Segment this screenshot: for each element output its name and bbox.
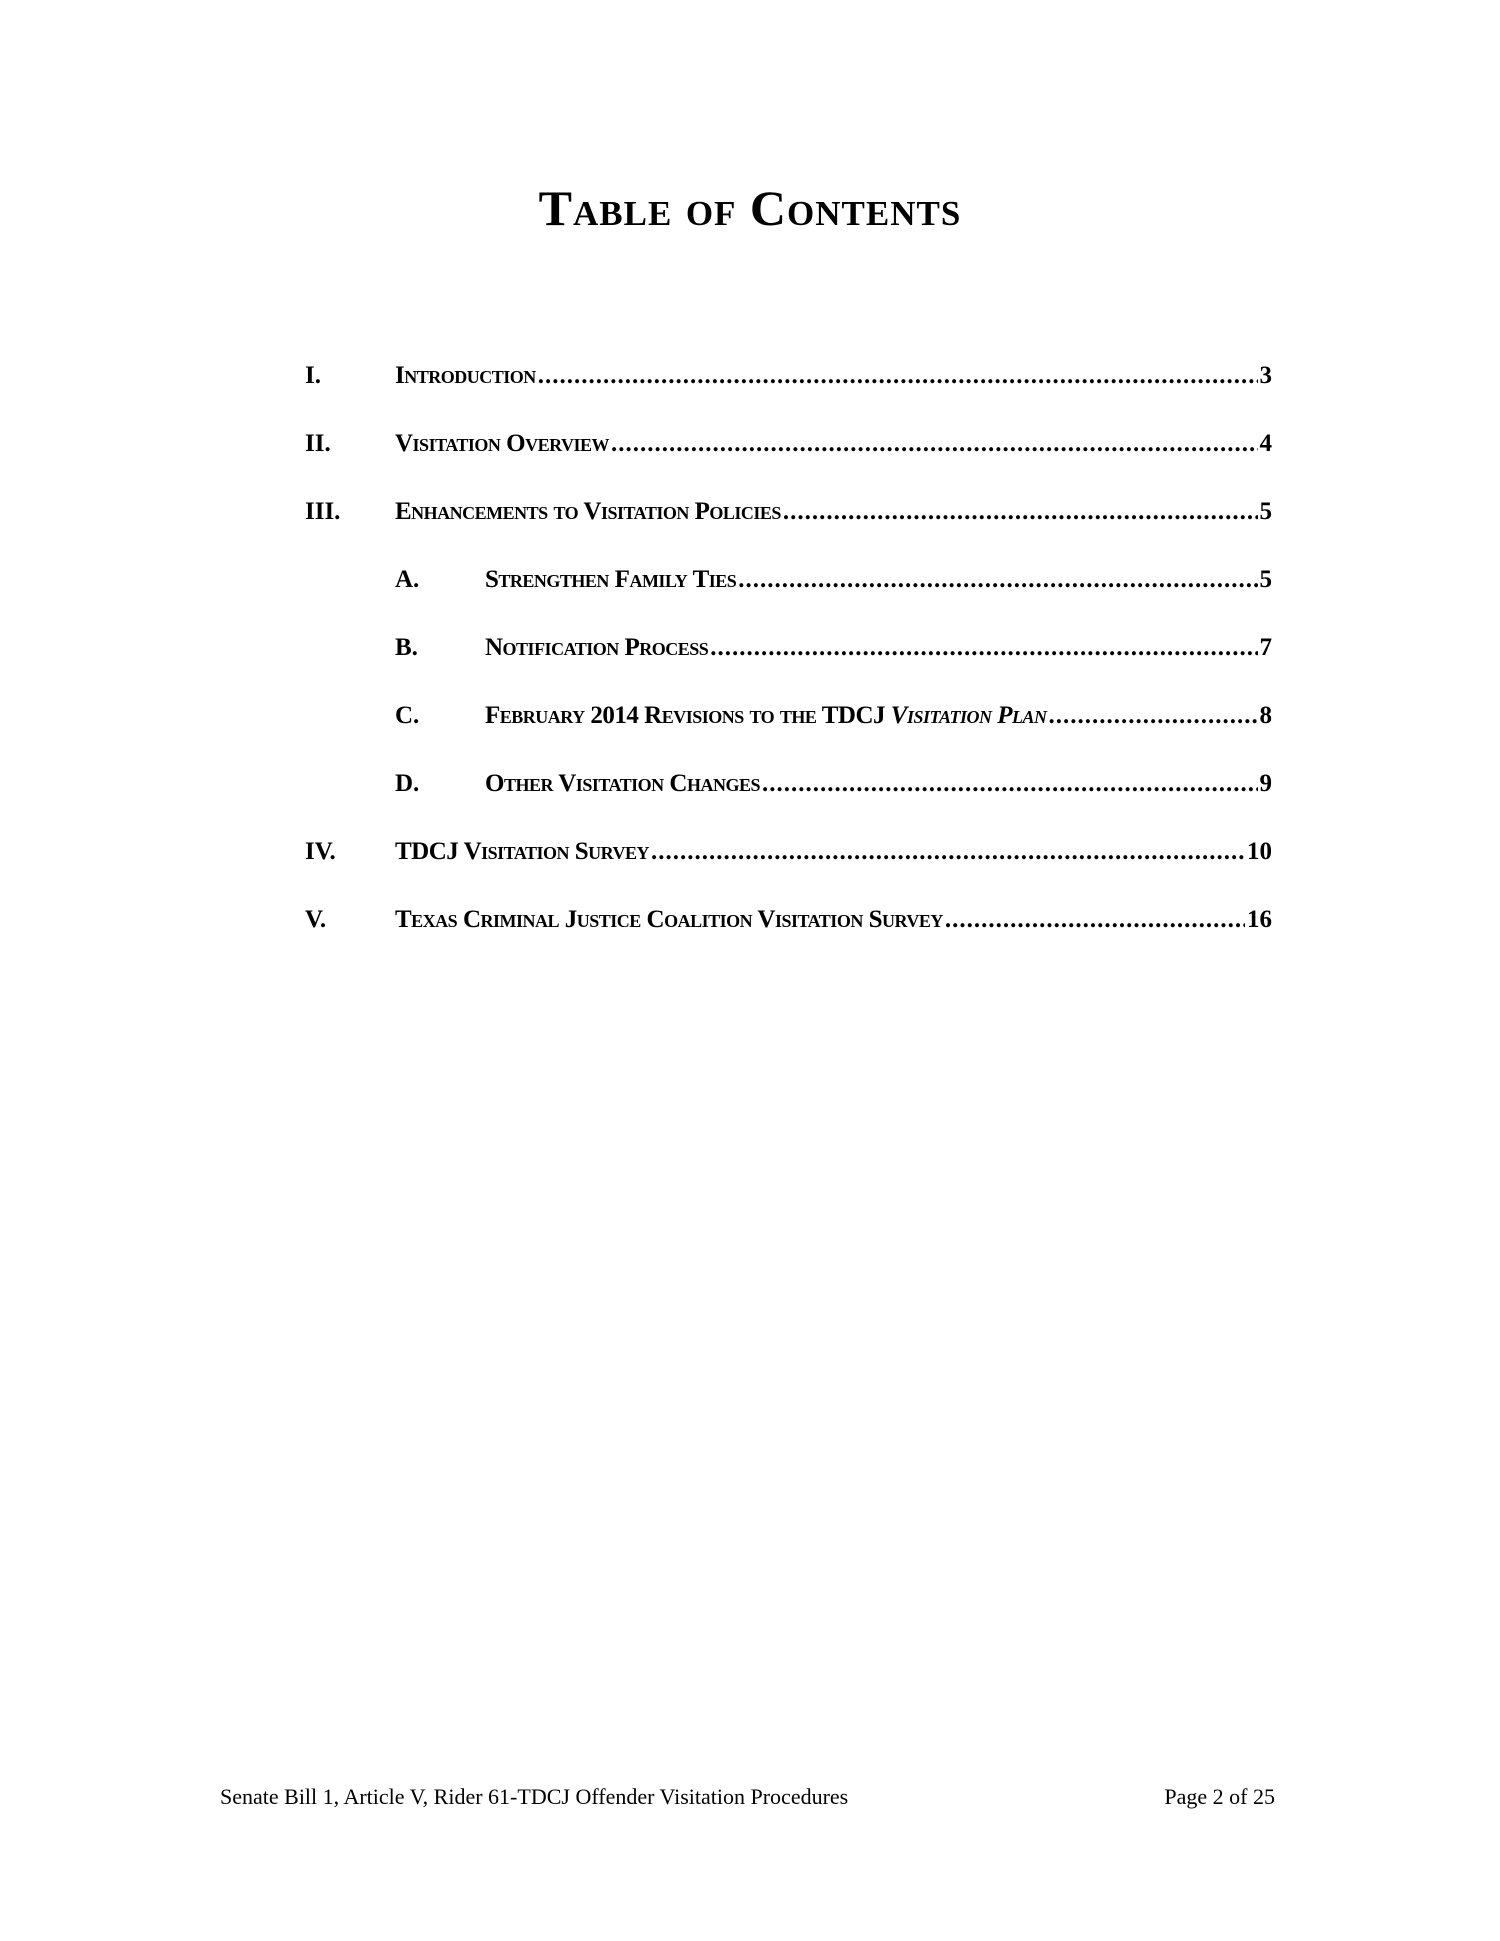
- toc-entry-notification-process[interactable]: [305, 632, 1272, 700]
- toc-entry-title-text: February 2014 Revisions to the TDCJ: [485, 702, 891, 729]
- toc-entry-title: Visitation Overview: [395, 430, 609, 457]
- toc-entry-page: 7: [1259, 634, 1272, 661]
- toc-entry-february-2014-revisions[interactable]: [305, 700, 1272, 768]
- toc-entry-title: Other Visitation Changes: [485, 770, 760, 797]
- toc-entry-introduction[interactable]: [305, 360, 1272, 428]
- toc-entry-title: Introduction: [395, 362, 536, 389]
- toc-entry-page: 8: [1259, 702, 1272, 729]
- footer-document-title: Senate Bill 1, Article V, Rider 61-TDCJ Offender Visitation Procedures: [220, 1784, 849, 1809]
- toc-entry-page: 5: [1259, 566, 1272, 593]
- page-title: Table of Contents: [538, 180, 962, 236]
- toc-entry-title: Texas Criminal Justice Coalition Visitation Survey: [395, 906, 943, 933]
- table-of-contents: [305, 360, 1272, 972]
- toc-entry-page: 16: [1247, 906, 1272, 933]
- toc-entry-number: C.: [395, 702, 420, 729]
- toc-leader-dots: [738, 564, 1257, 596]
- toc-leader-dots: [651, 836, 1245, 868]
- toc-leader-dots: [1049, 700, 1258, 732]
- toc-entry-tdcj-visitation-survey[interactable]: [305, 836, 1272, 904]
- toc-entry-number: D.: [395, 770, 420, 797]
- toc-leader-dots: [762, 768, 1258, 800]
- toc-entry-number: IV.: [305, 838, 336, 865]
- toc-entry-page: 9: [1259, 770, 1272, 797]
- toc-entry-number: B.: [395, 634, 418, 661]
- toc-entry-number: V.: [305, 906, 327, 933]
- toc-entry-title: [485, 700, 1047, 732]
- toc-leader-dots: [945, 904, 1245, 936]
- toc-entry-tcjc-visitation-survey[interactable]: [305, 904, 1272, 972]
- toc-leader-dots: [710, 632, 1257, 664]
- footer-page-number: Page 2 of 25: [1164, 1784, 1275, 1809]
- toc-entry-page: 3: [1259, 362, 1272, 389]
- toc-entry-strengthen-family-ties[interactable]: [305, 564, 1272, 632]
- toc-entry-title: Notification Process: [485, 634, 709, 661]
- toc-entry-number: A.: [395, 566, 420, 593]
- page-footer: [220, 1783, 1275, 1811]
- toc-leader-dots: [538, 360, 1258, 392]
- toc-entry-number: II.: [305, 430, 331, 457]
- toc-entry-title-italic: Visitation Plan: [890, 702, 1047, 729]
- toc-leader-dots: [783, 496, 1258, 528]
- toc-entry-title: Enhancements to Visitation Policies: [395, 498, 781, 525]
- toc-entry-visitation-overview[interactable]: [305, 428, 1272, 496]
- toc-entry-title: TDCJ Visitation Survey: [395, 838, 650, 865]
- toc-entry-number: III.: [305, 498, 341, 525]
- toc-entry-title: Strengthen Family Ties: [485, 566, 737, 593]
- toc-entry-other-visitation-changes[interactable]: [305, 768, 1272, 836]
- toc-entry-page: 5: [1259, 498, 1272, 525]
- toc-entry-enhancements[interactable]: [305, 496, 1272, 564]
- toc-entry-page: 4: [1259, 430, 1272, 457]
- toc-entry-number: I.: [305, 362, 321, 389]
- toc-leader-dots: [611, 428, 1258, 460]
- toc-entry-page: 10: [1247, 838, 1272, 865]
